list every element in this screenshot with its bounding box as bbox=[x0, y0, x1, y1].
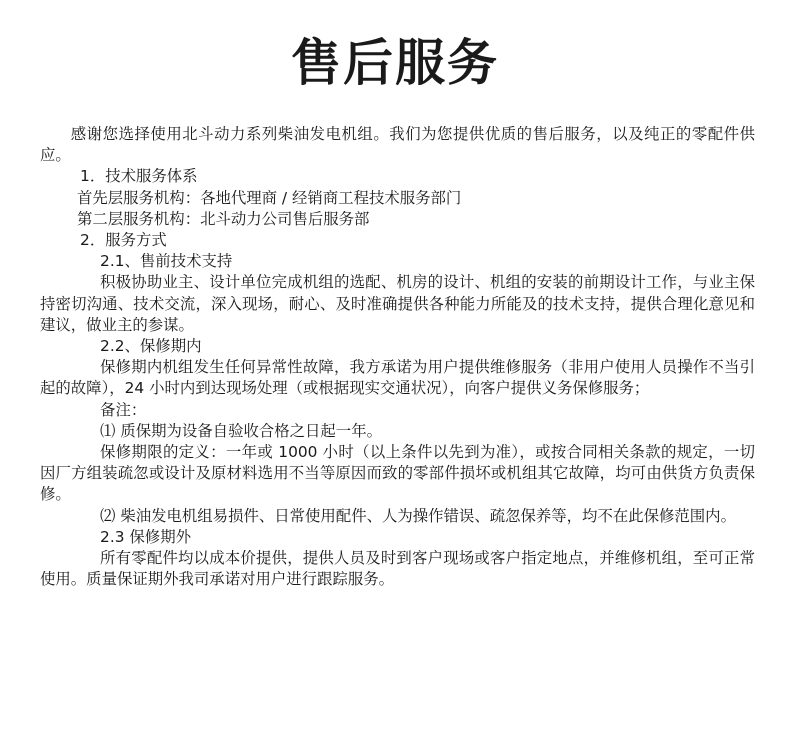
section1-heading: 1．技术服务体系 bbox=[80, 167, 198, 186]
sub1-heading: 2.1、售前技术支持 bbox=[100, 252, 233, 271]
section1-line1: 首先层服务机构：各地代理商 / 经销商工程技术服务部门 bbox=[76, 188, 462, 207]
intro-paragraph: 感谢您选择使用北斗动力系列柴油发电机组。我们为您提供优质的售后服务，以及纯正的零配件供应。 bbox=[40, 125, 755, 165]
sub2-body: 保修期内机组发生任何异常性故障，我方承诺为用户提供维修服务（非用户使用人员操作不当引起的故障），24 小时内到达现场处理（或根据现实交通状况），向客户提供义务保修服务； bbox=[40, 358, 755, 398]
sub1-body: 积极协助业主、设计单位完成机组的选配、机房的设计、机组的安装的前期设计工作，与业主保持密切沟通、技术交流，深入现场，耐心、及时准确提供各种能力所能及的技术支持，提供合理化意见和建议，做业主的参谋。 bbox=[40, 273, 755, 334]
sub2-note2: ⑵ 柴油发电机组易损件、日常使用配件、人为操作错误、疏忽保养等，均不在此保修范围内。 bbox=[100, 506, 736, 525]
sub2-note1: ⑴ 质保期为设备自验收合格之日起一年。 bbox=[100, 421, 382, 440]
section2-heading: 2．服务方式 bbox=[80, 231, 167, 250]
sub2-note-label: 备注： bbox=[100, 400, 147, 419]
document-body bbox=[40, 124, 755, 590]
sub2-note-definition: 保修期限的定义：一年或 1000 小时（以上条件以先到为准），或按合同相关条款的规定，一切因厂方组装疏忽或设计及原材料选用不当等原因而致的零部件损坏或机组其它故障，均可由供货方负责保修。 bbox=[40, 443, 755, 504]
sub2-heading: 2.2、保修期内 bbox=[100, 337, 202, 356]
page-title: 售后服务 bbox=[291, 34, 499, 92]
sub3-body: 所有零配件均以成本价提供，提供人员及时到客户现场或客户指定地点，并维修机组，至可正常使用。质量保证期外我司承诺对用户进行跟踪服务。 bbox=[40, 549, 755, 589]
section1-line2: 第二层服务机构：北斗动力公司售后服务部 bbox=[76, 209, 370, 228]
sub3-heading: 2.3 保修期外 bbox=[100, 527, 191, 546]
